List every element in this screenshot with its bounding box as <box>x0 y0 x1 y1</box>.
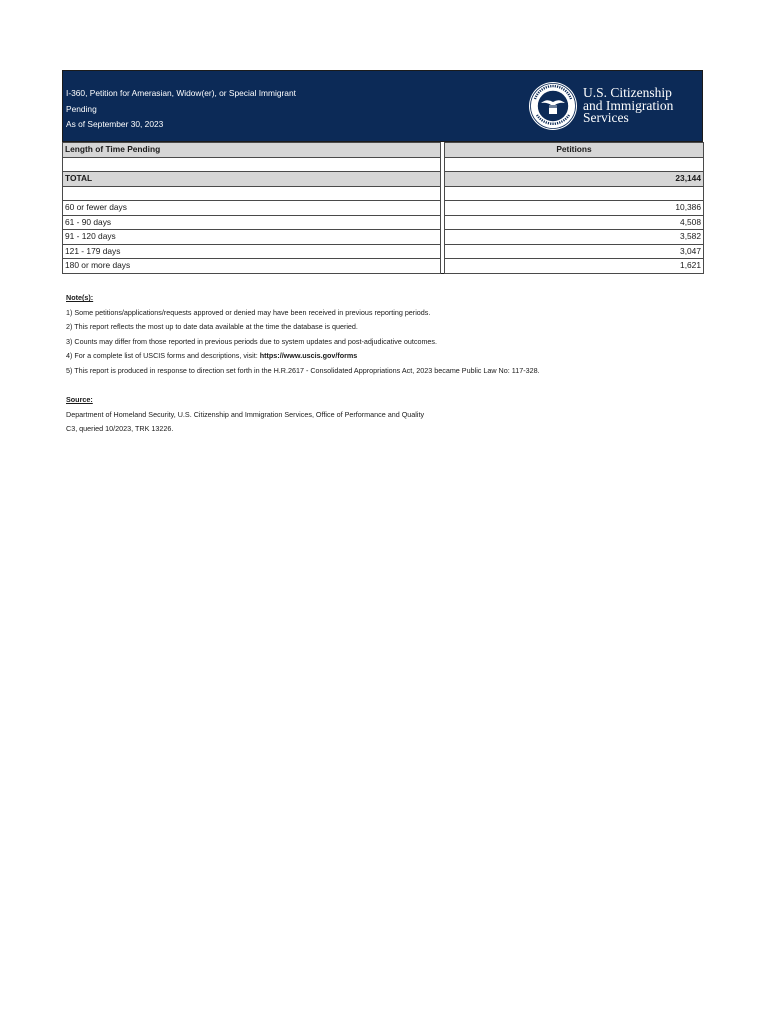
report-sheet <box>62 70 703 274</box>
note-item: 1) Some petitions/applications/requests approved or denied may have been received in previous reporting periods. <box>66 307 431 317</box>
row-label: 60 or fewer days <box>63 201 441 216</box>
row-label: 121 - 179 days <box>63 244 441 259</box>
table-row <box>63 201 704 216</box>
source-line: Department of Homeland Security, U.S. Citizenship and Immigration Services, Office of Performance and Quality <box>66 409 425 419</box>
source-heading: Source: <box>66 395 93 404</box>
pending-table <box>62 142 704 274</box>
row-label: 91 - 120 days <box>63 230 441 245</box>
note-item: 3) Counts may differ from those reported in previous periods due to system updates and post-adjudicative outcomes. <box>66 336 438 346</box>
column-header-length: Length of Time Pending <box>63 143 441 158</box>
row-value: 4,508 <box>445 215 704 230</box>
note-item: 2) This report reflects the most up to date data available at the time the database is queried. <box>66 322 358 332</box>
report-date: As of September 30, 2023 <box>66 119 164 129</box>
table-row <box>63 215 704 230</box>
note-item: 5) This report is produced in response to direction set forth in the H.R.2617 - Consolidated Appropriations Act, 2023 became Public Law No: 117-328. <box>66 365 540 375</box>
source-section <box>66 393 424 437</box>
row-value: 10,386 <box>445 201 704 216</box>
report-status: Pending <box>66 103 97 114</box>
total-row <box>63 172 704 187</box>
row-label: 61 - 90 days <box>63 215 441 230</box>
forms-link[interactable]: https://www.uscis.gov/forms <box>259 351 358 361</box>
row-value: 1,621 <box>445 259 704 274</box>
notes-section <box>66 291 540 379</box>
note-text: 4) For a complete list of USCIS forms and descriptions, visit: <box>66 351 260 361</box>
row-label: 180 or more days <box>63 259 441 274</box>
agency-name-line2: and Immigration <box>583 97 674 113</box>
dhs-seal-icon <box>528 81 578 131</box>
table-row <box>63 259 704 274</box>
note-item <box>66 349 540 364</box>
table-header-row <box>63 143 704 158</box>
table-row <box>63 230 704 245</box>
report-title: I-360, Petition for Amerasian, Widow(er), or Special Immigrant <box>66 88 296 98</box>
agency-name <box>583 87 673 125</box>
column-header-petitions: Petitions <box>445 143 704 158</box>
source-line: C3, queried 10/2023, TRK 13226. <box>66 424 174 434</box>
notes-heading: Note(s): <box>66 293 94 302</box>
agency-name-line3: Services <box>583 110 629 126</box>
row-value: 3,582 <box>445 230 704 245</box>
agency-name-line1: U.S. Citizenship <box>583 85 672 100</box>
report-title-block <box>66 86 296 133</box>
table-row <box>63 244 704 259</box>
total-label: TOTAL <box>63 172 441 187</box>
total-value: 23,144 <box>445 172 704 187</box>
report-banner <box>62 70 703 142</box>
row-value: 3,047 <box>445 244 704 259</box>
